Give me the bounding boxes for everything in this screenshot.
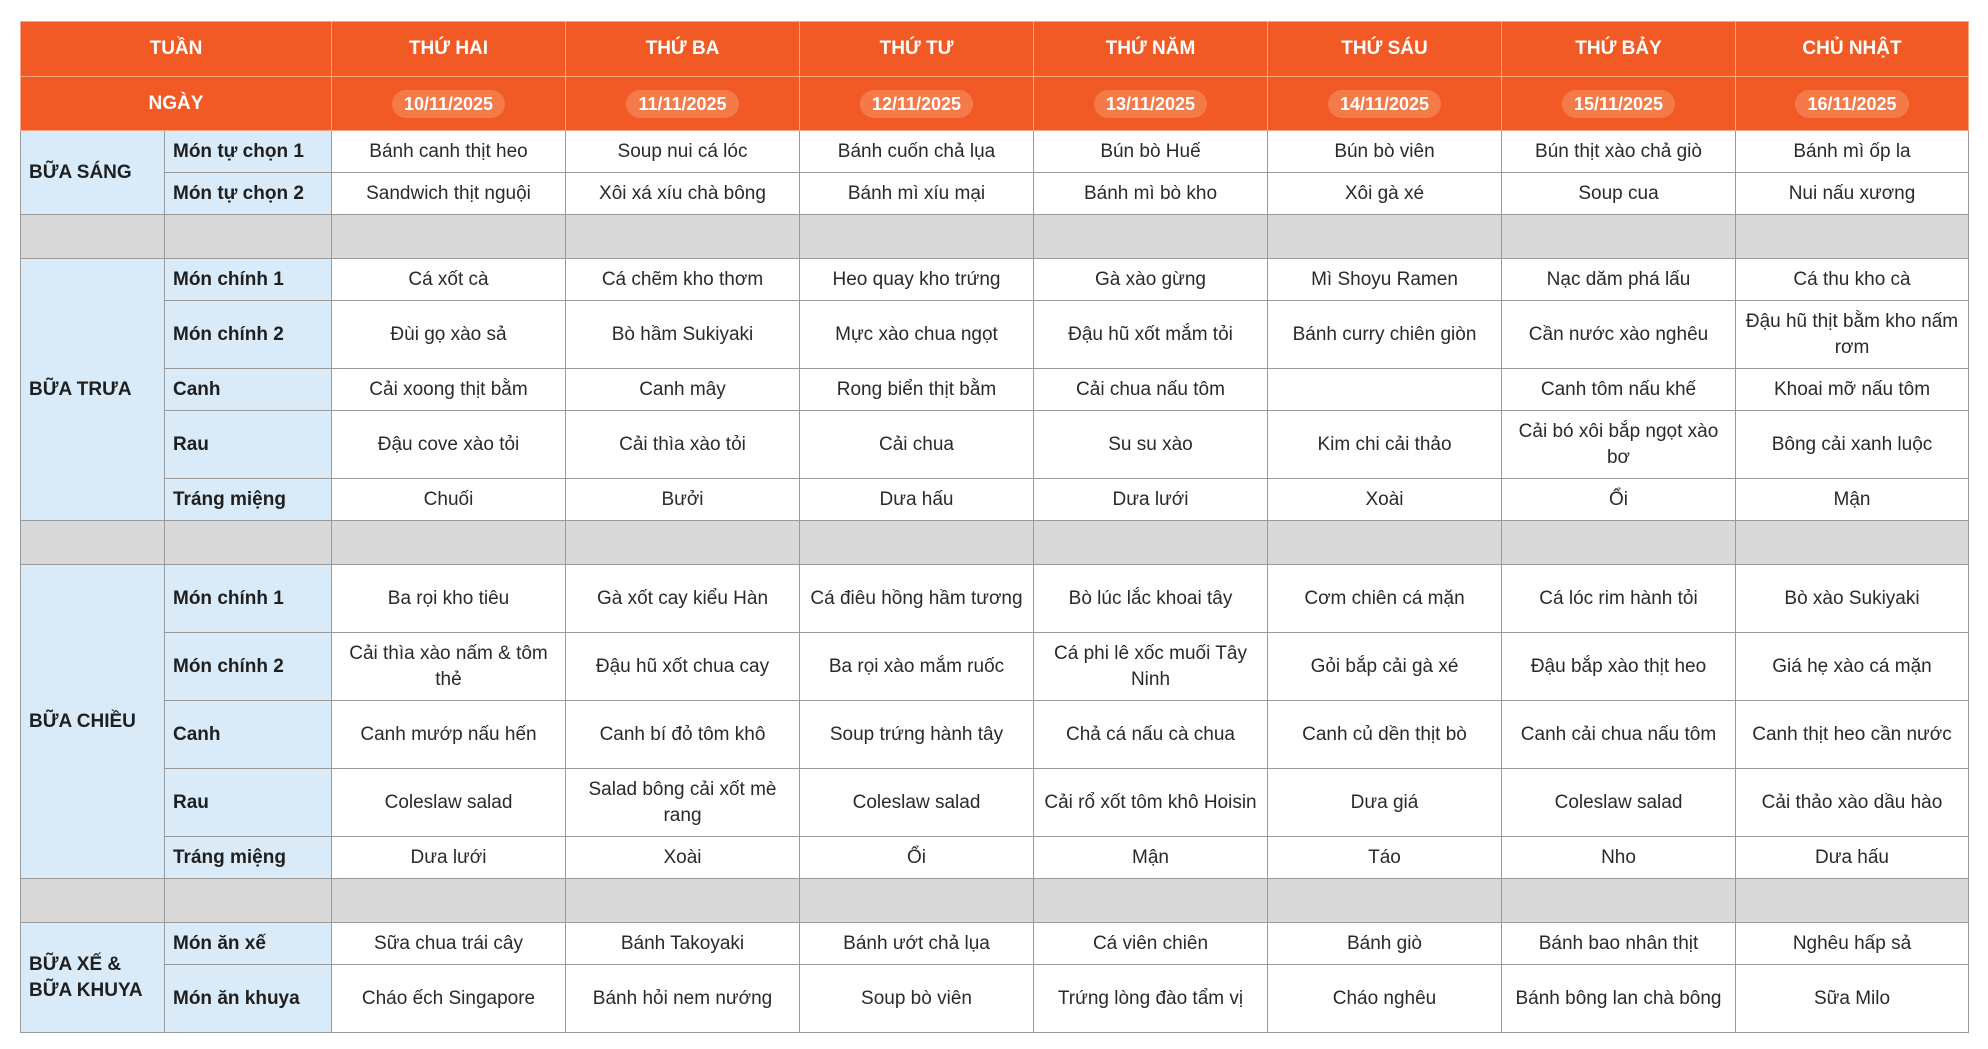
dish-cell: Ba rọi kho tiêu	[332, 565, 566, 633]
separator-cell	[1034, 879, 1268, 923]
dish-cell: Đậu hũ thịt bằm kho nấm rơm	[1736, 301, 1969, 369]
dish-cell: Coleslaw salad	[1502, 769, 1736, 837]
dish-cell: Kim chi cải thảo	[1268, 411, 1502, 479]
dish-cell: Khoai mỡ nấu tôm	[1736, 369, 1969, 411]
dish-cell: Sữa chua trái cây	[332, 923, 566, 965]
dish-cell: Soup cua	[1502, 173, 1736, 215]
dish-cell: Cháo ếch Singapore	[332, 965, 566, 1033]
dish-category-label: Món tự chọn 2	[165, 173, 332, 215]
date-pill: 14/11/2025	[1328, 90, 1441, 118]
dish-cell: Cải bó xôi bắp ngọt xào bơ	[1502, 411, 1736, 479]
separator-cell	[566, 521, 800, 565]
separator-cell	[1268, 215, 1502, 259]
dish-cell: Heo quay kho trứng	[800, 259, 1034, 301]
dish-cell: Dưa hấu	[1736, 837, 1969, 879]
separator-cell	[566, 879, 800, 923]
dish-cell: Chuối	[332, 479, 566, 521]
dish-cell: Bò lúc lắc khoai tây	[1034, 565, 1268, 633]
dish-cell: Nghêu hấp sả	[1736, 923, 1969, 965]
day-header: CHỦ NHẬT	[1736, 22, 1969, 77]
dish-cell: Đậu hũ xốt mắm tỏi	[1034, 301, 1268, 369]
dish-cell: Canh thịt heo cần nước	[1736, 701, 1969, 769]
menu-row	[21, 633, 1969, 701]
meal-label: BỮA CHIỀU	[21, 565, 165, 879]
separator-cell	[332, 879, 566, 923]
menu-row	[21, 701, 1969, 769]
separator-cell	[21, 521, 165, 565]
menu-row	[21, 173, 1969, 215]
dish-cell: Cá lóc rim hành tỏi	[1502, 565, 1736, 633]
dish-cell: Cải rổ xốt tôm khô Hoisin	[1034, 769, 1268, 837]
header-row-days	[21, 22, 1969, 77]
dish-cell: Bún bò viên	[1268, 131, 1502, 173]
dish-cell: Ổi	[1502, 479, 1736, 521]
dish-cell	[1268, 369, 1502, 411]
dish-cell: Cá xốt cà	[332, 259, 566, 301]
week-header: TUẦN	[21, 22, 332, 77]
dish-cell: Bông cải xanh luộc	[1736, 411, 1969, 479]
separator-cell	[800, 879, 1034, 923]
date-pill: 15/11/2025	[1562, 90, 1675, 118]
dish-cell: Soup trứng hành tây	[800, 701, 1034, 769]
dish-cell: Canh bí đỏ tôm khô	[566, 701, 800, 769]
dish-cell: Bưởi	[566, 479, 800, 521]
dish-cell: Trứng lòng đào tẩm vị	[1034, 965, 1268, 1033]
dish-cell: Bánh canh thịt heo	[332, 131, 566, 173]
menu-row	[21, 301, 1969, 369]
menu-row	[21, 837, 1969, 879]
dish-cell: Coleslaw salad	[800, 769, 1034, 837]
separator-cell	[800, 215, 1034, 259]
date-pill: 16/11/2025	[1795, 90, 1908, 118]
separator-cell	[21, 879, 165, 923]
dish-cell: Cải chua nấu tôm	[1034, 369, 1268, 411]
date-pill: 10/11/2025	[392, 90, 505, 118]
date-header: NGÀY	[21, 77, 332, 131]
meal-label: BỮA XẾ & BỮA KHUYA	[21, 923, 165, 1033]
dish-cell: Đậu cove xào tỏi	[332, 411, 566, 479]
separator-cell	[165, 215, 332, 259]
dish-category-label: Rau	[165, 769, 332, 837]
dish-cell: Salad bông cải xốt mè rang	[566, 769, 800, 837]
date-cell	[800, 77, 1034, 131]
dish-cell: Su su xào	[1034, 411, 1268, 479]
day-header: THỨ BẢY	[1502, 22, 1736, 77]
dish-cell: Dưa lưới	[332, 837, 566, 879]
dish-cell: Bánh bao nhân thịt	[1502, 923, 1736, 965]
dish-cell: Sandwich thịt nguội	[332, 173, 566, 215]
separator-cell	[332, 521, 566, 565]
dish-category-label: Món ăn xế	[165, 923, 332, 965]
dish-cell: Bánh Takoyaki	[566, 923, 800, 965]
dish-cell: Bánh giò	[1268, 923, 1502, 965]
meal-label: BỮA TRƯA	[21, 259, 165, 521]
dish-cell: Canh mây	[566, 369, 800, 411]
separator-cell	[1736, 215, 1969, 259]
dish-cell: Bánh curry chiên giòn	[1268, 301, 1502, 369]
dish-cell: Soup bò viên	[800, 965, 1034, 1033]
separator-row	[21, 879, 1969, 923]
dish-cell: Cơm chiên cá mặn	[1268, 565, 1502, 633]
menu-row	[21, 479, 1969, 521]
date-cell	[1502, 77, 1736, 131]
dish-cell: Bánh bông lan chà bông	[1502, 965, 1736, 1033]
dish-cell: Cần nước xào nghêu	[1502, 301, 1736, 369]
dish-category-label: Món chính 1	[165, 565, 332, 633]
separator-cell	[1502, 521, 1736, 565]
date-cell	[332, 77, 566, 131]
date-cell	[1034, 77, 1268, 131]
dish-cell: Rong biển thịt bằm	[800, 369, 1034, 411]
date-cell	[1736, 77, 1969, 131]
dish-cell: Dưa giá	[1268, 769, 1502, 837]
dish-cell: Bún thịt xào chả giò	[1502, 131, 1736, 173]
dish-cell: Cải xoong thịt bằm	[332, 369, 566, 411]
date-cell	[566, 77, 800, 131]
weekly-menu	[20, 21, 1968, 1033]
menu-row	[21, 411, 1969, 479]
menu-row	[21, 965, 1969, 1033]
separator-cell	[1034, 215, 1268, 259]
dish-cell: Cá chẽm kho thơm	[566, 259, 800, 301]
dish-cell: Chả cá nấu cà chua	[1034, 701, 1268, 769]
day-header: THỨ BA	[566, 22, 800, 77]
dish-cell: Cải thìa xào nấm & tôm thẻ	[332, 633, 566, 701]
menu-row	[21, 369, 1969, 411]
dish-cell: Xoài	[566, 837, 800, 879]
menu-row	[21, 769, 1969, 837]
dish-cell: Cá phi lê xốc muối Tây Ninh	[1034, 633, 1268, 701]
dish-cell: Canh mướp nấu hến	[332, 701, 566, 769]
dish-cell: Bánh hỏi nem nướng	[566, 965, 800, 1033]
dish-cell: Cá viên chiên	[1034, 923, 1268, 965]
dish-cell: Giá hẹ xào cá mặn	[1736, 633, 1969, 701]
dish-cell: Gà xào gừng	[1034, 259, 1268, 301]
dish-cell: Canh củ dền thịt bò	[1268, 701, 1502, 769]
dish-cell: Mực xào chua ngọt	[800, 301, 1034, 369]
dish-cell: Ổi	[800, 837, 1034, 879]
dish-cell: Nho	[1502, 837, 1736, 879]
header-row-dates	[21, 77, 1969, 131]
menu-row	[21, 131, 1969, 173]
separator-cell	[800, 521, 1034, 565]
dish-cell: Bánh mì xíu mại	[800, 173, 1034, 215]
dish-category-label: Món tự chọn 1	[165, 131, 332, 173]
menu-body	[21, 131, 1969, 1033]
dish-cell: Xôi gà xé	[1268, 173, 1502, 215]
dish-cell: Đậu bắp xào thịt heo	[1502, 633, 1736, 701]
dish-cell: Ba rọi xào mắm ruốc	[800, 633, 1034, 701]
dish-cell: Coleslaw salad	[332, 769, 566, 837]
dish-cell: Bún bò Huế	[1034, 131, 1268, 173]
menu-row	[21, 565, 1969, 633]
separator-row	[21, 521, 1969, 565]
separator-cell	[1502, 215, 1736, 259]
separator-cell	[21, 215, 165, 259]
dish-category-label: Món ăn khuya	[165, 965, 332, 1033]
date-cell	[1268, 77, 1502, 131]
separator-row	[21, 215, 1969, 259]
separator-cell	[1034, 521, 1268, 565]
dish-cell: Bò hầm Sukiyaki	[566, 301, 800, 369]
separator-cell	[1736, 879, 1969, 923]
dish-cell: Sữa Milo	[1736, 965, 1969, 1033]
date-pill: 11/11/2025	[626, 90, 738, 118]
day-header: THỨ TƯ	[800, 22, 1034, 77]
dish-cell: Cá điêu hồng hầm tương	[800, 565, 1034, 633]
separator-cell	[332, 215, 566, 259]
dish-cell: Bánh mì bò kho	[1034, 173, 1268, 215]
dish-cell: Cá thu kho cà	[1736, 259, 1969, 301]
dish-cell: Mận	[1034, 837, 1268, 879]
dish-cell: Nui nấu xương	[1736, 173, 1969, 215]
dish-cell: Gà xốt cay kiểu Hàn	[566, 565, 800, 633]
dish-cell: Dưa lưới	[1034, 479, 1268, 521]
dish-cell: Mì Shoyu Ramen	[1268, 259, 1502, 301]
dish-cell: Soup nui cá lóc	[566, 131, 800, 173]
dish-category-label: Món chính 1	[165, 259, 332, 301]
menu-table	[20, 21, 1969, 1033]
dish-cell: Cải thìa xào tỏi	[566, 411, 800, 479]
dish-cell: Cải thảo xào dầu hào	[1736, 769, 1969, 837]
dish-category-label: Canh	[165, 701, 332, 769]
dish-cell: Bánh mì ốp la	[1736, 131, 1969, 173]
dish-cell: Nạc dăm phá lấu	[1502, 259, 1736, 301]
date-pill: 13/11/2025	[1094, 90, 1207, 118]
dish-cell: Cải chua	[800, 411, 1034, 479]
dish-cell: Canh cải chua nấu tôm	[1502, 701, 1736, 769]
dish-cell: Bánh ướt chả lụa	[800, 923, 1034, 965]
separator-cell	[1268, 879, 1502, 923]
day-header: THỨ SÁU	[1268, 22, 1502, 77]
dish-cell: Cháo nghêu	[1268, 965, 1502, 1033]
separator-cell	[1736, 521, 1969, 565]
dish-cell: Gỏi bắp cải gà xé	[1268, 633, 1502, 701]
dish-category-label: Món chính 2	[165, 301, 332, 369]
menu-row	[21, 259, 1969, 301]
dish-category-label: Tráng miệng	[165, 479, 332, 521]
dish-category-label: Canh	[165, 369, 332, 411]
dish-cell: Đậu hũ xốt chua cay	[566, 633, 800, 701]
dish-cell: Xoài	[1268, 479, 1502, 521]
dish-cell: Canh tôm nấu khế	[1502, 369, 1736, 411]
day-header: THỨ NĂM	[1034, 22, 1268, 77]
separator-cell	[165, 879, 332, 923]
dish-cell: Đùi gọ xào sả	[332, 301, 566, 369]
dish-cell: Bò xào Sukiyaki	[1736, 565, 1969, 633]
date-pill: 12/11/2025	[860, 90, 973, 118]
menu-row	[21, 923, 1969, 965]
separator-cell	[1502, 879, 1736, 923]
dish-cell: Bánh cuốn chả lụa	[800, 131, 1034, 173]
separator-cell	[165, 521, 332, 565]
meal-label: BỮA SÁNG	[21, 131, 165, 215]
dish-category-label: Rau	[165, 411, 332, 479]
dish-cell: Xôi xá xíu chà bông	[566, 173, 800, 215]
separator-cell	[566, 215, 800, 259]
dish-cell: Dưa hấu	[800, 479, 1034, 521]
dish-cell: Mận	[1736, 479, 1969, 521]
separator-cell	[1268, 521, 1502, 565]
dish-cell: Táo	[1268, 837, 1502, 879]
dish-category-label: Món chính 2	[165, 633, 332, 701]
day-header: THỨ HAI	[332, 22, 566, 77]
dish-category-label: Tráng miệng	[165, 837, 332, 879]
